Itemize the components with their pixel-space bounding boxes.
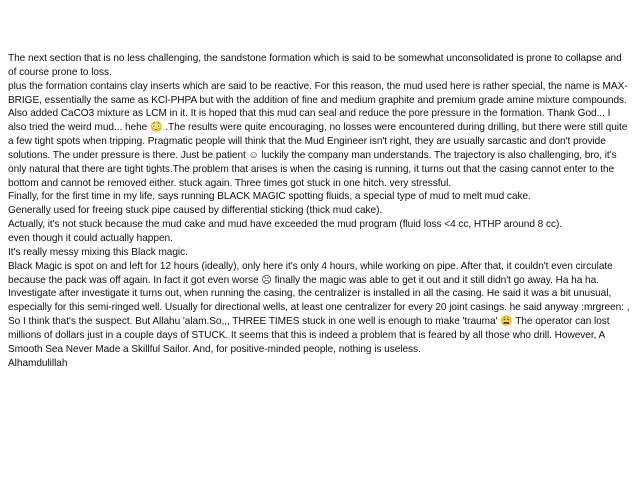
paragraph-could-happen: even though it could actually happen. [8,232,173,244]
document-body [8,52,630,370]
paragraph-sandstone-intro: The next section that is no less challenging, the sandstone formation which is said to be somewhat unconsolidated is prone to collapse and of course prone to loss. [8,53,622,78]
paragraph-mud-program: Actually, it's not stuck because the mud cake and mud have exceeded the mud program (fluid loss <4 cc, HTHP around 8 cc). [8,219,563,231]
paragraph-black-magic-story: Black Magic is spot on and left for 12 hours (ideally), only here it's only 4 hours, while working on pipe. After that, it couldn't even circulate because the pack was off again. In fact it got even worse ☹ finally the magic was able to get it out and it still didn't go away. Ha ha ha. Investigate after investigate it turns out, when running the casing, the centralizer is installed in all the casing. He said it was a bit unusual, especially for this semi-ringed well. Usually for directional wells, at least one centralizer for every 20 joint casings. he said anyway :mrgreen: , So I think that's the suspect. But Allahu 'alam.So,,, THREE TIMES stuck in one well is enough to make 'trauma' 😩 The operator can lost millions of dollars just in a couple days of STUCK. It seems that this is indeed a problem that is feared by all those who drill. However, A Smooth Sea Never Made a Skillful Sailor. And, for positive-minded people, nothing is useless. [8,260,630,355]
paragraph-differential-sticking: Generally used for freeing stuck pipe caused by differential sticking (thick mud cake). [8,205,383,217]
paragraph-mud-description: plus the formation contains clay inserts which are said to be reactive. For this reason, the mud used here is rather special, the name is MAX-BRIGE, essentially the same as KCl-PHPA but with the addition of fine and medium graphite and premium grade amine mixture compounds. Also added CaCO3 mixture as LCM in it. It is hoped that this mud can seal and reduce the pore pressure in the formation. Thank God... I also tried the weird mud... hehe 😳 .The results were quite encouraging, no losses were encountered during drilling, but there were still quite a few tight spots when tripping. Pragmatic people will think that the Mud Engineer isn't right, they are usually sarcastic and don't provide solutions. The under pressure is there. Just be patient ☺ luckily the company man understands. The trajectory is also challenging, bro, it's only natural that there are tight tights.The problem that arises is when the casing is running, it turns out that the casing cannot enter to the bottom and cannot be removed either. stuck again. Three times got stuck in one hitch. very stressful. [8,80,628,189]
paragraph-closing: Alhamdulillah [8,357,68,369]
paragraph-messy-mixing: It's really messy mixing this Black magic. [8,246,188,258]
paragraph-black-magic-intro: Finally, for the first time in my life, says running BLACK MAGIC spotting fluids, a special type of mud to melt mud cake. [8,191,531,203]
